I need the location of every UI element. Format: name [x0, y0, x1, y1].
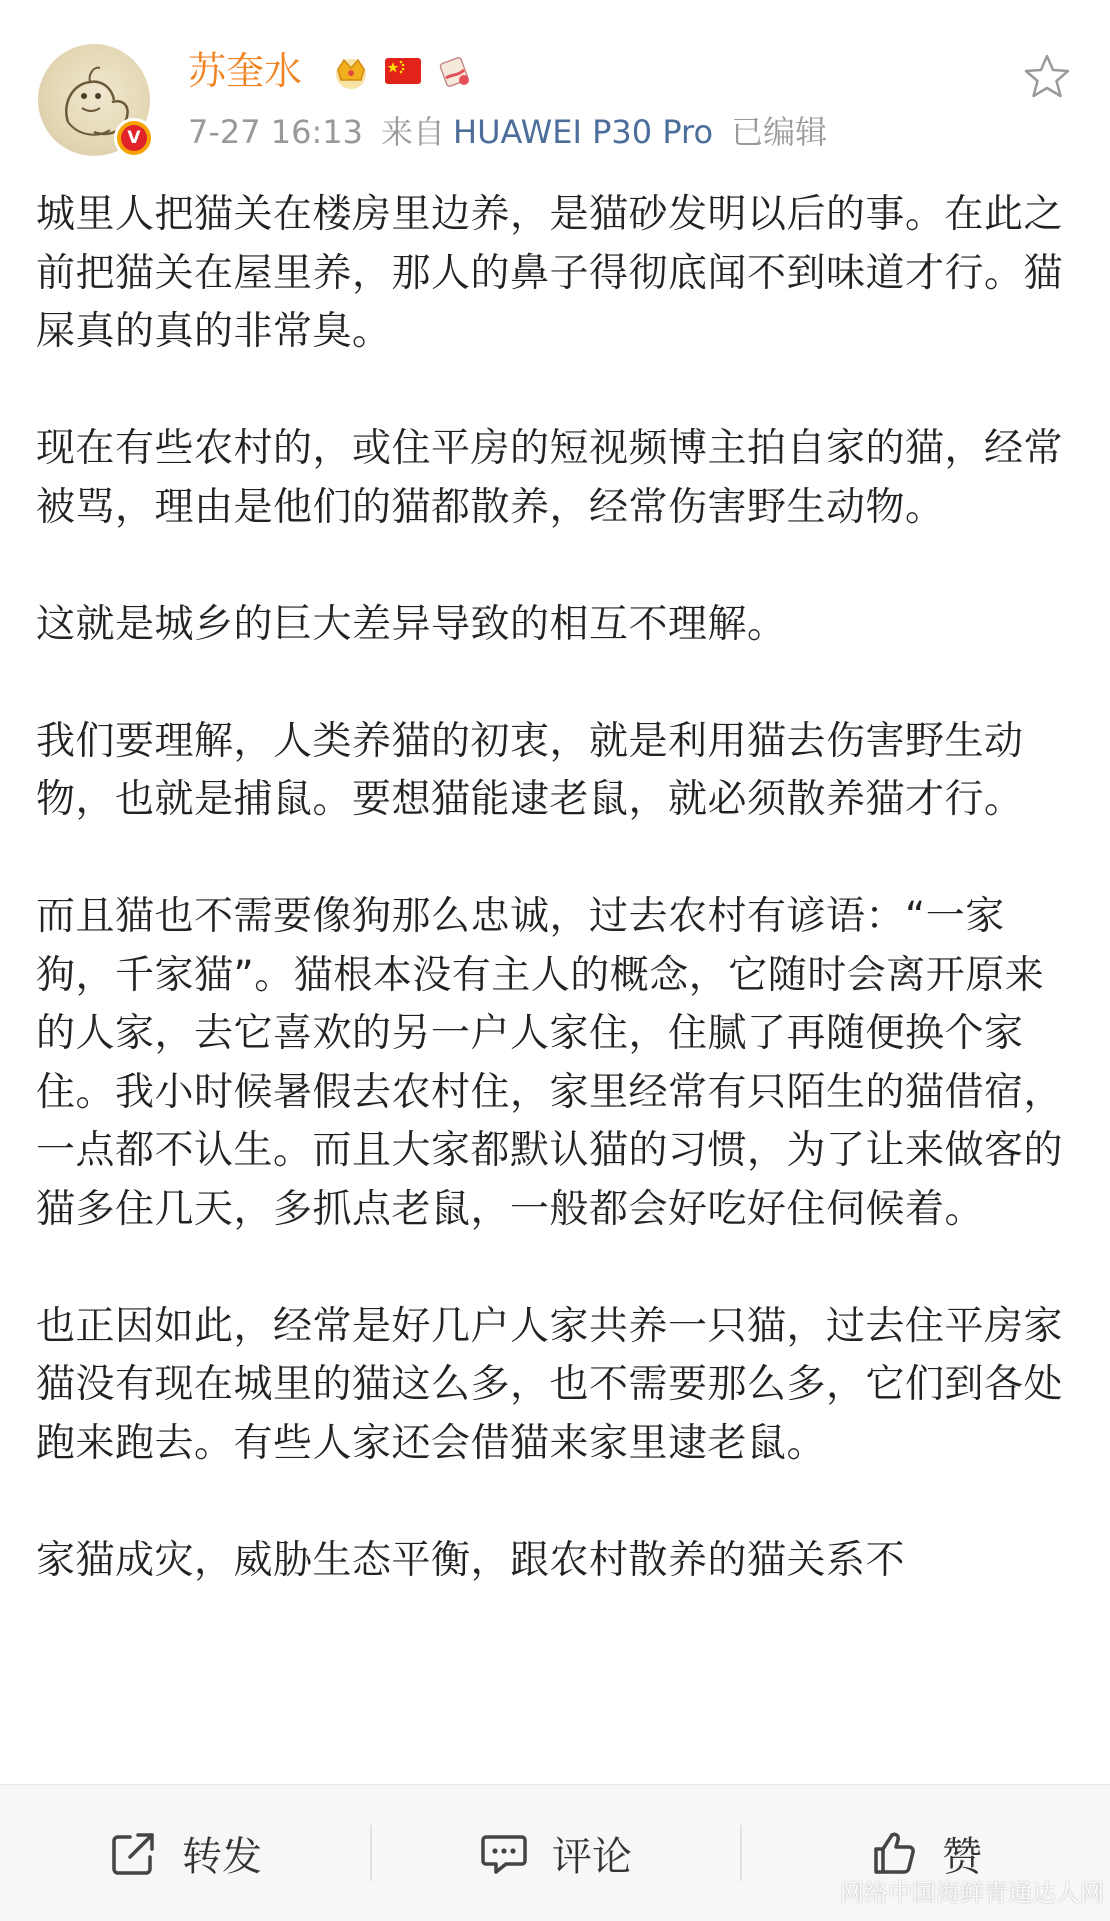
- post-paragraph: 家猫成灾，威胁生态平衡，跟农村散养的猫关系不: [36, 1537, 906, 1583]
- watermark: 网络中国海鲜青通达人网: [840, 1879, 1104, 1907]
- favorite-star-icon[interactable]: [1022, 52, 1072, 102]
- content-fade: [0, 1740, 1110, 1784]
- china-flag-icon[interactable]: [382, 50, 424, 92]
- source-prefix: 来自: [381, 113, 446, 151]
- post-time: 7-27 16:13: [188, 113, 364, 151]
- verified-badge-icon: V: [114, 118, 154, 158]
- crown-badge-icon[interactable]: [330, 50, 372, 92]
- forward-label: 转发: [182, 1833, 262, 1880]
- author-name[interactable]: 苏奎水: [188, 49, 303, 93]
- post-paragraph: 也正因如此，经常是好几户人家共养一只猫，过去住平房家猫没有现在城里的猫这么多，也不需要那么多，它们到各处跑来跑去。有些人家还会借猫来家里逮老鼠。: [36, 1303, 1064, 1466]
- post-paragraph: 我们要理解，人类养猫的初衷，就是利用猫去伤害野生动物，也就是捕鼠。要想猫能逮老鼠，就必须散养猫才行。: [36, 718, 1024, 822]
- share-icon: [108, 1827, 160, 1879]
- like-label: 赞: [942, 1833, 982, 1880]
- post-header: [0, 0, 1110, 160]
- post-paragraph: 现在有些农村的，或住平房的短视频博主拍自家的猫，经常被骂，理由是他们的猫都散养，经常伤害野生动物。: [36, 426, 1064, 530]
- comment-button[interactable]: [370, 1785, 740, 1921]
- post-paragraph: 城里人把猫关在楼房里边养，是猫砂发明以后的事。在此之前把猫关在屋里养，那人的鼻子得彻底闻不到味道才行。猫屎真的真的非常臭。: [36, 192, 1064, 354]
- post-paragraph: 而且猫也不需要像狗那么忠诚，过去农村有谚语：“一家狗，千家猫”。猫根本没有主人的概念，它随时会离开原来的人家，去它喜欢的另一户人家住，住腻了再随便换个家住。我小时候暑假去农村住，家里经常有只陌生的猫借宿，一点都不认生。而且大家都默认猫的习惯，为了让来做客的猫多住几天，多抓点老鼠，一般都会好吃好住伺候着。: [36, 894, 1064, 1232]
- scroll-badge-icon[interactable]: [434, 50, 476, 92]
- comment-label: 评论: [552, 1833, 632, 1880]
- post-body: [36, 186, 1076, 1649]
- comment-icon: [478, 1827, 530, 1879]
- post-meta: [188, 110, 845, 154]
- thumbs-up-icon: [868, 1827, 920, 1879]
- forward-button[interactable]: [0, 1785, 370, 1921]
- post-paragraph: 这就是城乡的巨大差异导致的相互不理解。: [36, 601, 787, 647]
- edited-label[interactable]: 已编辑: [731, 113, 828, 151]
- device-link[interactable]: HUAWEI P30 Pro: [453, 113, 714, 151]
- author-badges: [330, 48, 476, 94]
